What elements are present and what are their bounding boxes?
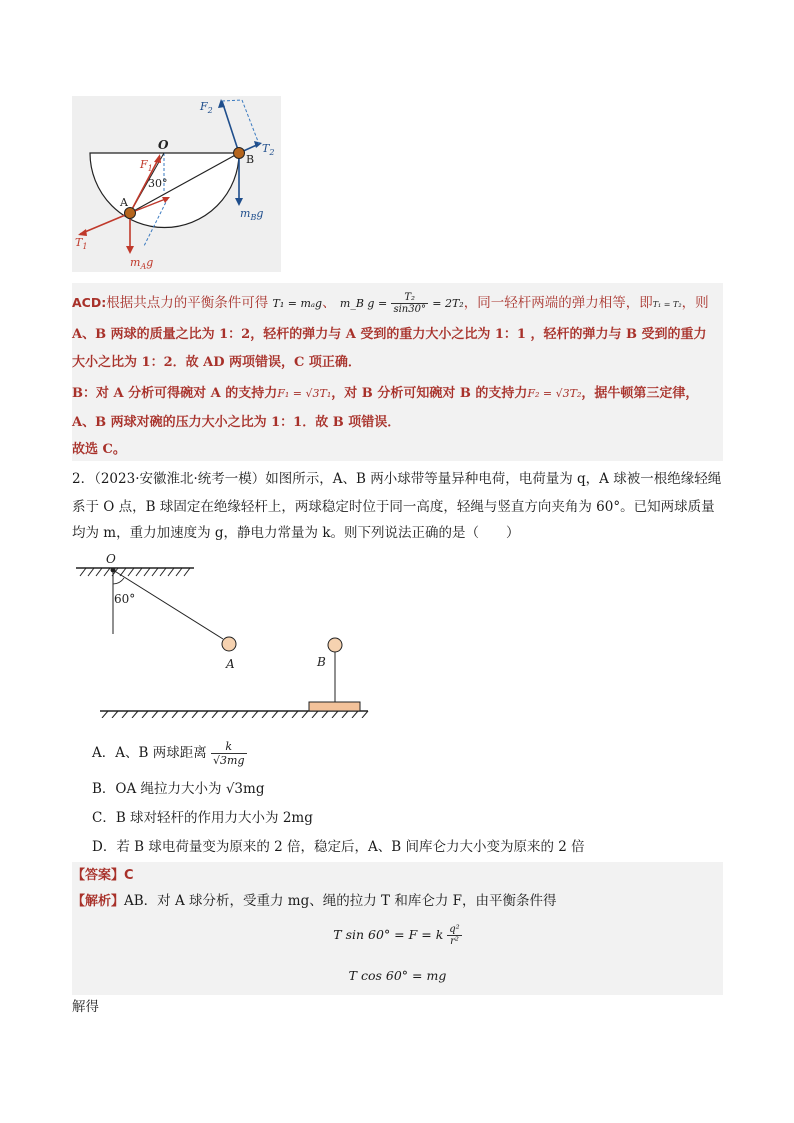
ball-A	[125, 208, 136, 219]
label-mBg: m	[240, 207, 251, 220]
sol1-line3: 大小之比为 1：2．故 AD 两项错误，C 项正确．	[72, 355, 361, 370]
label-O: O	[106, 552, 116, 566]
label-O: O	[158, 138, 169, 152]
acd-line: ACD:根据共点力的平衡条件可得 T₁ = mₐg、 m_B g = $\frac{\text{T₂}}{\sin 30^\circ}$ = 2T₂，同一轻杆两端的弹力相等，即T₁ = T₂，则	[72, 292, 709, 315]
sol1-line5: A、B 两球对碗的压力大小之比为 1：1．故 B 项错误．	[72, 415, 401, 430]
label-T1: T	[75, 236, 83, 249]
option-C: C．B 球对轻杆的作用力大小为 2mg	[92, 810, 313, 826]
figure-1-bowl-diagram	[72, 96, 281, 272]
q2-line1: 2．（2023·安徽淮北·统考一模）如图所示，A、B 两小球带等量异种电荷，电荷量为 q，A 球被一根绝缘轻绳	[72, 471, 722, 487]
label-angle-30: 30°	[148, 177, 168, 190]
svg-text:T2: $T_2$	[262, 142, 275, 157]
svg-text:mAg: $m_Ag$	[130, 256, 154, 271]
label-angle-60: 60°	[114, 592, 136, 606]
ball-B	[328, 638, 342, 652]
svg-text:mBg: $m_Bg$	[240, 207, 264, 222]
option-A: A．A、B 两球距离 $\frac{k}{√3mg}$	[92, 740, 245, 767]
sol1-b-line: B：对 A 分析可得碗对 A 的支持力F₁ = √3T₁，对 B 分析可知碗对 B 的支持力F₂ = √3T₂，据牛顿第三定律，	[72, 386, 699, 401]
label-F2: F	[200, 100, 208, 113]
conclusion-start: 解得	[72, 999, 99, 1015]
label-A: A	[226, 657, 235, 671]
q2-line3: 均为 m，重力加速度为 g，静电力常量为 k。则下列说法正确的是（ ）	[72, 525, 520, 541]
option-D: D．若 B 球电荷量变为原来的 2 倍，稳定后，A、B 间库仑力大小变为原来的 2 倍	[92, 839, 585, 855]
equation-1: T sin 60° = F = k $\frac{\text{q²}}{\text{r²}}$	[333, 924, 460, 947]
label-T2: T	[262, 142, 270, 155]
analysis-line: 【解析】AB．对 A 球分析，受重力 mg、绳的拉力 T 和库仑力 F，由平衡条件得	[72, 893, 557, 909]
svg-text:F2: $F_2$	[200, 100, 213, 115]
ball-B	[234, 148, 245, 159]
T1-arrow	[80, 213, 130, 234]
label-A: A	[120, 196, 128, 209]
label-F1: F	[140, 158, 148, 171]
rod-base	[309, 702, 360, 711]
option-B: B．OA 绳拉力大小为 √3mg	[92, 781, 265, 797]
svg-text:F1: $F_1$	[140, 158, 153, 173]
answer-line: 【答案】C	[72, 868, 134, 883]
label-B: B	[317, 655, 326, 669]
sol1-line2: A、B 两球的质量之比为 1：2，轻杆的弹力与 A 受到的重力大小之比为 1：1 ，轻杆的弹力与 B 受到的重力	[72, 327, 707, 342]
sol1-line6: 故选 C。	[72, 442, 126, 457]
svg-text:T1: $T_1$	[75, 236, 88, 251]
equation-2: T cos 60° = mg	[348, 968, 447, 983]
figure-2-charge-diagram	[72, 548, 372, 718]
ball-A	[222, 637, 236, 651]
label-B: B	[246, 153, 255, 166]
label-mAg: m	[130, 256, 141, 269]
q2-line2: 系于 O 点，B 球固定在绝缘轻杆上，两球稳定时位于同一高度，轻绳与竖直方向夹角为 60°。已知两球质量	[72, 499, 715, 515]
